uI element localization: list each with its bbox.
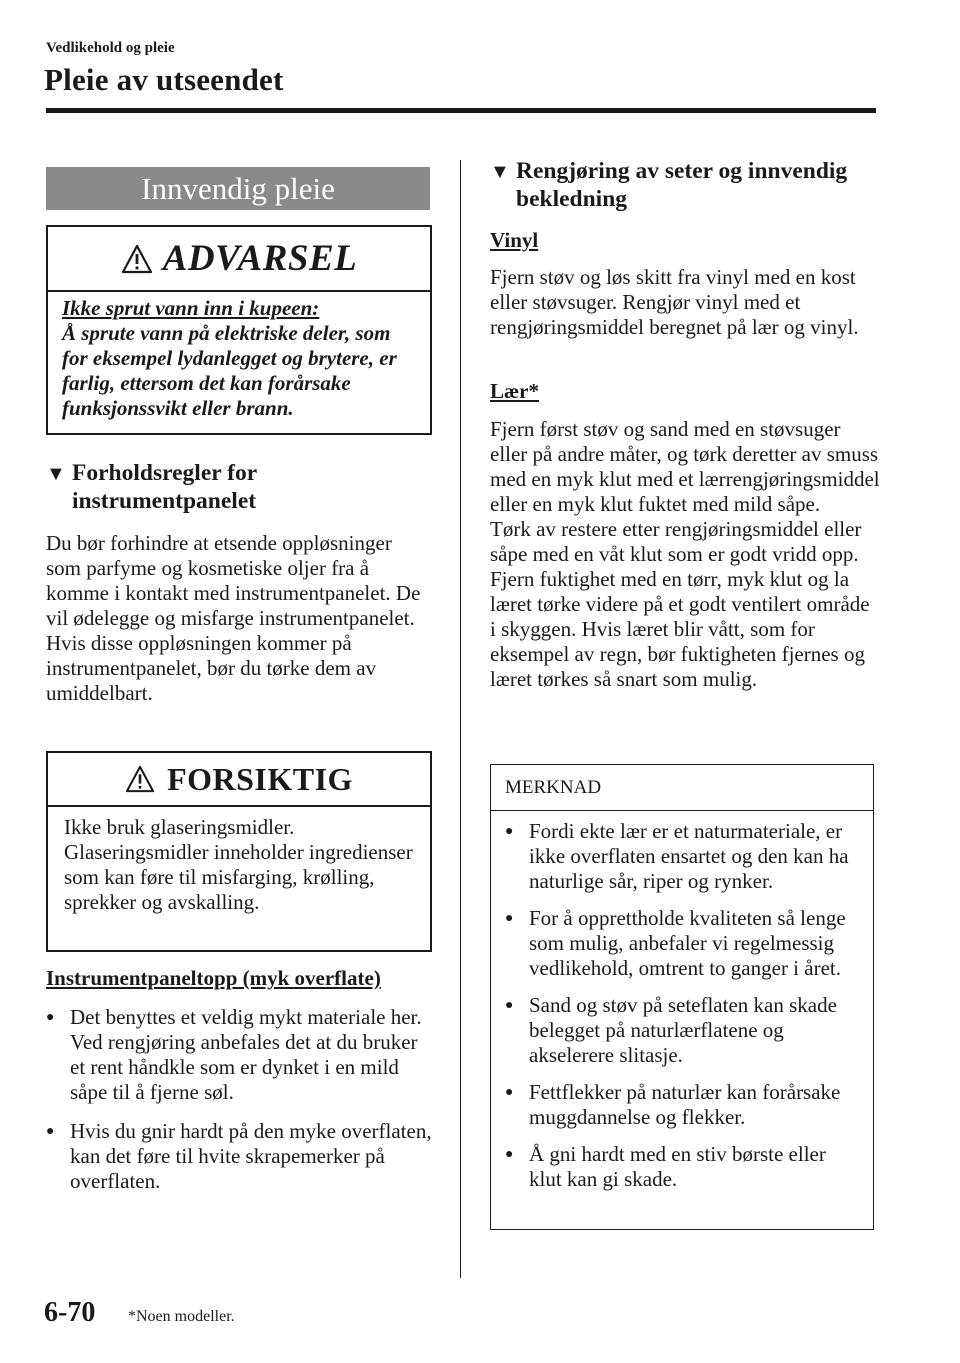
soft-top-list bbox=[46, 1005, 432, 1194]
warning-body bbox=[48, 292, 430, 421]
section-heading-instrument-panel bbox=[46, 460, 432, 515]
list-item-text: Sand og støv på seteflaten kan skade belegget på naturlærflatene og akselerere slitasje. bbox=[529, 993, 837, 1067]
bullet-icon: ● bbox=[505, 998, 514, 1013]
heading-line: Forholdsregler for bbox=[72, 460, 258, 486]
warning-header bbox=[48, 227, 430, 292]
leather-paragraph: Fjern først støv og sand med en støvsuger eller på andre måter, og tørk deretter av smuss med en myk klut med et lærrengjøringsmiddel eller en myk klut fuktet med mild såpe. bbox=[490, 417, 880, 516]
warning-triangle-icon bbox=[125, 765, 155, 793]
heading-line: Rengjøring av seter og innvendig bbox=[516, 158, 848, 184]
list-item bbox=[505, 993, 861, 1068]
leather-paragraph: Tørk av restere etter rengjøringsmiddel eller såpe med en våt klut som er godt vridd opp. bbox=[490, 517, 862, 566]
page-title: Pleie av utseendet bbox=[44, 62, 284, 97]
bullet-icon: ● bbox=[505, 1147, 514, 1162]
column-divider bbox=[460, 160, 461, 1278]
note-list bbox=[491, 811, 873, 1192]
list-item bbox=[505, 906, 861, 981]
list-item-text: Hvis du gnir hardt på den myke overflaten, kan det føre til hvite skrapemerker på overflaten. bbox=[70, 1119, 432, 1193]
list-item bbox=[505, 819, 861, 894]
leather-heading: Lær* bbox=[490, 379, 539, 403]
section-heading-seats bbox=[490, 158, 876, 213]
vinyl-heading: Vinyl bbox=[490, 228, 539, 252]
triangle-marker-icon: ▼ bbox=[46, 463, 66, 485]
warning-heading: Ikke sprut vann inn i kupeen: bbox=[62, 296, 320, 320]
caution-label: FORSIKTIG bbox=[167, 760, 353, 797]
leather-text bbox=[490, 417, 880, 692]
list-item-text: Å gni hardt med en stiv børste eller klut kan gi skade. bbox=[529, 1142, 826, 1191]
list-item-text: Det benyttes et veldig mykt materiale her. Ved rengjøring anbefales det at du bruker et rent håndkle som er dynket i en mild såpe til å fjerne søl. bbox=[70, 1005, 422, 1104]
warning-text: Å sprute vann på elektriske deler, som for eksempel lydanlegget og brytere, er farlig, ettersom det kan forårsake funksjonssvikt eller brann. bbox=[62, 321, 397, 420]
page-number: 6-70 bbox=[44, 1297, 96, 1328]
bullet-icon: ● bbox=[505, 824, 514, 839]
list-item-text: Fettflekker på naturlær kan forårsake muggdannelse og flekker. bbox=[529, 1080, 841, 1129]
triangle-marker-icon: ▼ bbox=[490, 161, 510, 183]
bullet-icon: ● bbox=[505, 1085, 514, 1100]
title-rule bbox=[46, 108, 876, 113]
caution-box bbox=[46, 751, 432, 952]
list-item-text: For å opprettholde kvaliteten så lenge som mulig, anbefaler vi regelmessig vedlikehold, omtrent to ganger i året. bbox=[529, 906, 846, 980]
list-item bbox=[505, 1080, 861, 1130]
bullet-icon: ● bbox=[46, 1010, 55, 1025]
heading-line: instrumentpanelet bbox=[72, 488, 257, 514]
section-banner: Innvendig pleie bbox=[46, 167, 430, 210]
list-item bbox=[46, 1119, 432, 1194]
list-item bbox=[505, 1142, 861, 1192]
list-item bbox=[46, 1005, 432, 1105]
caution-header bbox=[48, 753, 430, 807]
warning-label: ADVARSEL bbox=[162, 238, 358, 279]
bullet-icon: ● bbox=[46, 1124, 55, 1139]
section-label: Vedlikehold og pleie bbox=[46, 40, 175, 56]
footnote: *Noen modeller. bbox=[128, 1308, 235, 1325]
soft-top-heading: Instrumentpaneltopp (myk overflate) bbox=[46, 966, 381, 990]
note-box bbox=[490, 764, 874, 1230]
caution-text: Ikke bruk glaseringsmidler. Glaseringsmidler inneholder ingredienser som kan føre til misfarging, krølling, sprekker og avskalling. bbox=[64, 815, 413, 914]
instrument-panel-paragraph: Du bør forhindre at etsende oppløsninger som parfyme og kosmetiske oljer fra å komme i kontakt med instrumentpanelet. De vil ødelegge og misfarge instrumentpanelet. Hvis disse oppløsningen kommer på instrumentpanelet, bør du tørke dem av umiddelbart. bbox=[46, 531, 421, 705]
heading-line: bekledning bbox=[516, 186, 628, 212]
note-label: MERKNAD bbox=[491, 765, 873, 811]
warning-triangle-icon bbox=[121, 244, 153, 274]
vinyl-text: Fjern støv og løs skitt fra vinyl med en kost eller støvsuger. Rengjør vinyl med et rengjøringsmiddel beregnet på lær og vinyl. bbox=[490, 265, 859, 339]
warning-box bbox=[46, 225, 432, 435]
leather-paragraph: Fjern fuktighet med en tørr, myk klut og la læret tørke videre på et godt ventilert område i skyggen. Hvis læret blir vått, som for eksempel av regn, bør fuktigheten fjernes og læret tørkes så snart som mulig. bbox=[490, 567, 870, 691]
list-item-text: Fordi ekte lær er et naturmateriale, er ikke overflaten ensartet og den kan ha naturlige sår, riper og rynker. bbox=[529, 819, 849, 893]
bullet-icon: ● bbox=[505, 911, 514, 926]
